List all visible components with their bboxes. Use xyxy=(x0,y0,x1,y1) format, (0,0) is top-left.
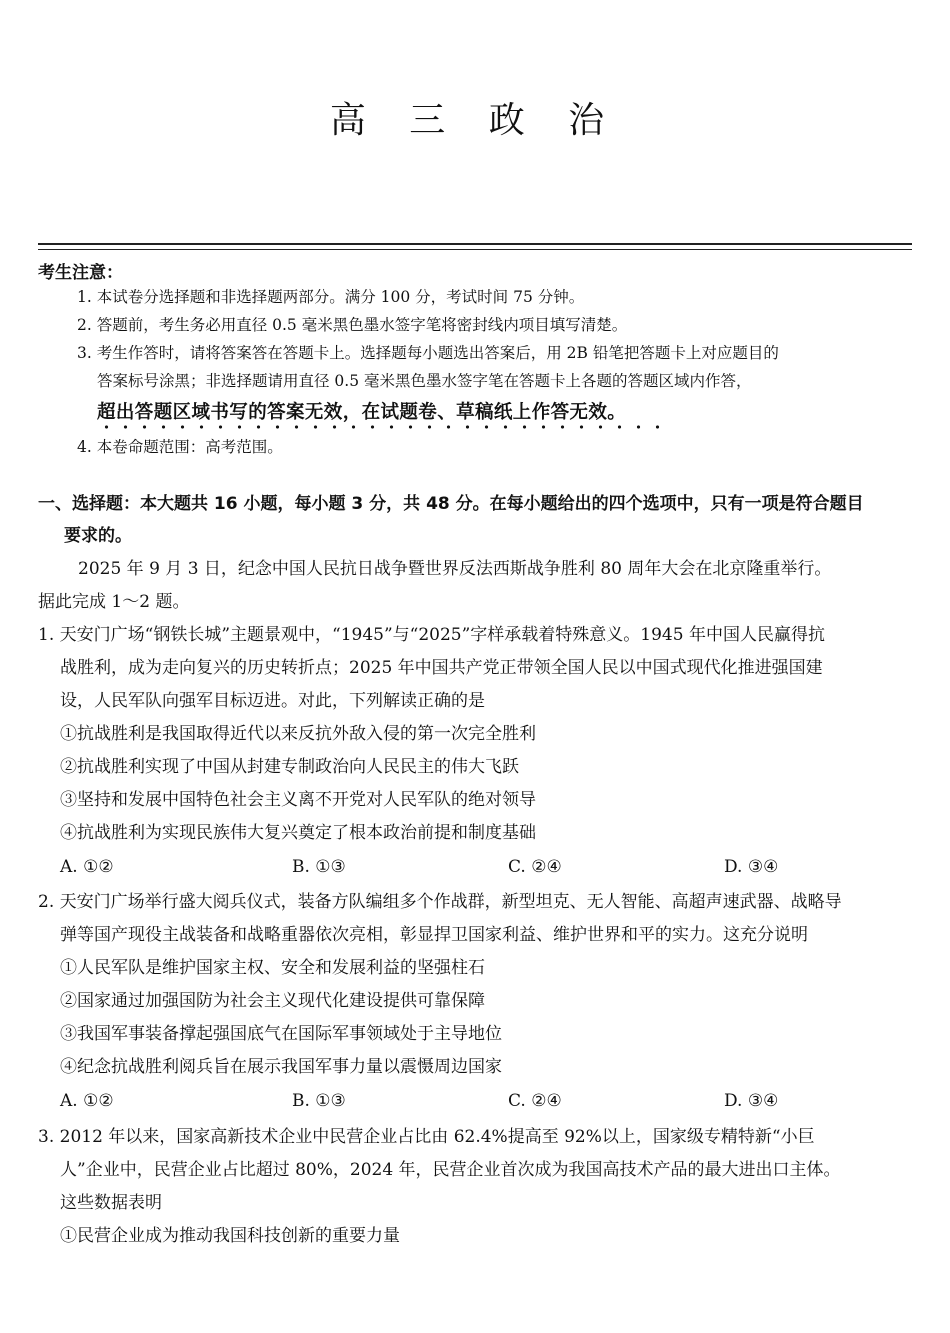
question-1-stem: 设，人民军队向强军目标迈进。对此，下列解读正确的是 xyxy=(60,691,485,711)
question-2-statement: ③我国军事装备撑起强国底气在国际军事领域处于主导地位 xyxy=(60,1024,502,1044)
question-1-option-c: C. ②④ xyxy=(508,857,562,877)
notice-heading: 考生注意： xyxy=(38,263,123,283)
notice-item: 2. 答题前，考生务必用直径 0.5 毫米黑色墨水签字笔将密封线内项目填写清楚。 xyxy=(77,316,628,334)
notice-item: 4. 本卷命题范围：高考范围。 xyxy=(77,438,283,456)
question-2-statement: ④纪念抗战胜利阅兵旨在展示我国军事力量以震慑周边国家 xyxy=(60,1057,502,1077)
notice-item: 3. 考生作答时，请将答案答在答题卡上。选择题每小题选出答案后，用 2B 铅笔把答题卡上对应题目的 xyxy=(77,344,779,362)
header-divider-thin xyxy=(38,249,912,250)
question-2-option-c: C. ②④ xyxy=(508,1091,562,1111)
intro-text: 据此完成 1～2 题。 xyxy=(38,592,190,612)
question-1-option-a: A. ①② xyxy=(60,857,114,877)
question-1-stem: 战胜利，成为走向复兴的历史转折点；2025 年中国共产党正带领全国人民以中国式现代化推进强国建 xyxy=(60,658,823,678)
question-1-statement: ①抗战胜利是我国取得近代以来反抗外敌入侵的第一次完全胜利 xyxy=(60,724,536,744)
question-3-stem: 3. 2012 年以来，国家高新技术企业中民营企业占比由 62.4%提高至 92%以上，国家级专精特新“小巨 xyxy=(38,1127,815,1147)
question-3-stem: 这些数据表明 xyxy=(60,1193,162,1213)
question-1-option-b: B. ①③ xyxy=(292,857,346,877)
question-2-statement: ①人民军队是维护国家主权、安全和发展利益的坚强柱石 xyxy=(60,958,485,978)
question-2-stem: 2. 天安门广场举行盛大阅兵仪式，装备方队编组多个作战群，新型坦克、无人智能、高超声速武器、战略导 xyxy=(38,892,842,912)
emphasis-dots xyxy=(97,424,667,430)
question-2-option-a: A. ①② xyxy=(60,1091,114,1111)
question-2-statement: ②国家通过加强国防为社会主义现代化建设提供可靠保障 xyxy=(60,991,485,1011)
question-2-option-b: B. ①③ xyxy=(292,1091,346,1111)
question-3-stem: 人”企业中，民营企业占比超过 80%，2024 年，民营企业首次成为我国高技术产品的最大进出口主体。 xyxy=(60,1160,841,1180)
question-1-stem: 1. 天安门广场“钢铁长城”主题景观中，“1945”与“2025”字样承载着特殊意义。1945 年中国人民赢得抗 xyxy=(38,625,825,645)
question-2-stem: 弹等国产现役主战装备和战略重器依次亮相，彰显捍卫国家利益、维护世界和平的实力。这充分说明 xyxy=(60,925,808,945)
question-3-statement: ①民营企业成为推动我国科技创新的重要力量 xyxy=(60,1226,400,1246)
notice-item: 1. 本试卷分选择题和非选择题两部分。满分 100 分，考试时间 75 分钟。 xyxy=(77,288,585,306)
question-1-statement: ②抗战胜利实现了中国从封建专制政治向人民民主的伟大飞跃 xyxy=(60,757,519,777)
notice-emphasis: 超出答题区域书写的答案无效，在试题卷、草稿纸上作答无效。 xyxy=(97,402,627,423)
notice-item: 答案标号涂黑；非选择题请用直径 0.5 毫米黑色墨水签字笔在答题卡上各题的答题区域内作答， xyxy=(97,372,752,390)
page-title: 高 三 政 治 xyxy=(329,100,621,141)
section-heading: 一、选择题：本大题共 16 小题，每小题 3 分，共 48 分。在每小题给出的四个选项中，只有一项是符合题目 xyxy=(38,494,864,514)
header-divider-thick xyxy=(38,243,912,245)
section-heading-cont: 要求的。 xyxy=(64,526,132,546)
question-1-option-d: D. ③④ xyxy=(724,857,779,877)
question-2-option-d: D. ③④ xyxy=(724,1091,779,1111)
question-1-statement: ③坚持和发展中国特色社会主义离不开党对人民军队的绝对领导 xyxy=(60,790,536,810)
question-1-statement: ④抗战胜利为实现民族伟大复兴奠定了根本政治前提和制度基础 xyxy=(60,823,536,843)
intro-text: 2025 年 9 月 3 日，纪念中国人民抗日战争暨世界反法西斯战争胜利 80 周年大会在北京隆重举行。 xyxy=(78,559,832,579)
